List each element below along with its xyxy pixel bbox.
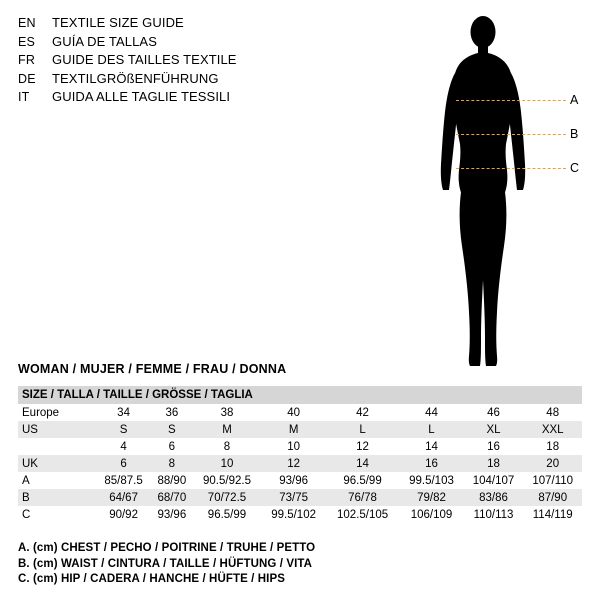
- table-row: [18, 421, 582, 438]
- cell: 10: [261, 438, 325, 455]
- table-row: [18, 404, 582, 421]
- table-header-row: [18, 386, 582, 404]
- cell: 18: [464, 455, 524, 472]
- cell: 106/109: [399, 506, 463, 523]
- section-caption-woman: WOMAN / MUJER / FEMME / FRAU / DONNA: [18, 362, 287, 376]
- measure-line-a: [456, 100, 566, 101]
- cell: 90.5/92.5: [193, 472, 262, 489]
- cell: 48: [523, 404, 582, 421]
- cell: M: [261, 421, 325, 438]
- cell: 79/82: [399, 489, 463, 506]
- measure-label-b: B: [570, 127, 579, 141]
- cell: 42: [326, 404, 400, 421]
- cell: 8: [151, 455, 192, 472]
- measure-line-b: [456, 134, 566, 135]
- cell: 6: [96, 455, 151, 472]
- cell: 10: [193, 455, 262, 472]
- table-row: [18, 472, 582, 489]
- language-title: TEXTILE SIZE GUIDE: [52, 15, 184, 30]
- cell: 110/113: [464, 506, 524, 523]
- table-row: [18, 455, 582, 472]
- cell: XXL: [523, 421, 582, 438]
- cell: 70/72.5: [193, 489, 262, 506]
- footnote-a: A. (cm) CHEST / PECHO / POITRINE / TRUHE / PETTO: [18, 542, 316, 554]
- cell: 38: [193, 404, 262, 421]
- female-silhouette-icon: [400, 8, 590, 373]
- cell: 114/119: [523, 506, 582, 523]
- cell: 36: [151, 404, 192, 421]
- measure-label-c: C: [570, 161, 580, 175]
- cell: 16: [464, 438, 524, 455]
- cell: 4: [96, 438, 151, 455]
- language-row: [18, 70, 318, 89]
- body-figure: [400, 8, 590, 373]
- cell: 64/67: [96, 489, 151, 506]
- cell: 85/87.5: [96, 472, 151, 489]
- cell: 8: [193, 438, 262, 455]
- cell: S: [151, 421, 192, 438]
- cell: M: [193, 421, 262, 438]
- cell: 16: [399, 455, 463, 472]
- cell: 83/86: [464, 489, 524, 506]
- language-title: GUIDE DES TAILLES TEXTILE: [52, 52, 237, 67]
- cell: 12: [261, 455, 325, 472]
- cell: 46: [464, 404, 524, 421]
- measure-line-c: [456, 168, 566, 169]
- cell: 88/90: [151, 472, 192, 489]
- cell: 96.5/99: [326, 472, 400, 489]
- row-label: A: [18, 472, 96, 489]
- cell: 93/96: [151, 506, 192, 523]
- cell: 99.5/103: [399, 472, 463, 489]
- cell: 18: [523, 438, 582, 455]
- language-row: [18, 51, 318, 70]
- language-code: EN: [18, 16, 36, 30]
- size-table: [18, 386, 582, 523]
- table-row: [18, 438, 582, 455]
- cell: 73/75: [261, 489, 325, 506]
- cell: S: [96, 421, 151, 438]
- row-label: B: [18, 489, 96, 506]
- cell: 90/92: [96, 506, 151, 523]
- row-label: [18, 438, 96, 455]
- cell: 76/78: [326, 489, 400, 506]
- language-title: GUIDA ALLE TAGLIE TESSILI: [52, 89, 231, 104]
- cell: L: [399, 421, 463, 438]
- cell: 107/110: [523, 472, 582, 489]
- language-row: [18, 14, 318, 33]
- row-label: C: [18, 506, 96, 523]
- cell: 6: [151, 438, 192, 455]
- row-label: UK: [18, 455, 96, 472]
- language-title: GUÍA DE TALLAS: [52, 33, 157, 49]
- cell: 93/96: [261, 472, 325, 489]
- cell: XL: [464, 421, 524, 438]
- table-row: [18, 489, 582, 506]
- cell: 68/70: [151, 489, 192, 506]
- footnote-list: [18, 541, 498, 588]
- table-header-label: SIZE / TALLA / TAILLE / GRÖSSE / TAGLIA: [18, 386, 582, 404]
- language-code: ES: [18, 34, 36, 49]
- cell: 40: [261, 404, 325, 421]
- language-row: [18, 33, 318, 52]
- footnote-c: C. (cm) HIP / CADERA / HANCHE / HÜFTE / HIPS: [18, 573, 286, 585]
- language-row: [18, 88, 318, 107]
- footnote-b: B. (cm) WAIST / CINTURA / TAILLE / HÜFTUNG / VITA: [18, 557, 313, 570]
- cell: 99.5/102: [261, 506, 325, 523]
- language-code: DE: [18, 71, 36, 86]
- cell: 104/107: [464, 472, 524, 489]
- cell: L: [326, 421, 400, 438]
- cell: 87/90: [523, 489, 582, 506]
- row-label: US: [18, 421, 96, 438]
- cell: 102.5/105: [326, 506, 400, 523]
- cell: 14: [399, 438, 463, 455]
- cell: 20: [523, 455, 582, 472]
- cell: 34: [96, 404, 151, 421]
- language-title-list: [18, 14, 318, 107]
- language-title: TEXTILGRÖßENFÜHRUNG: [52, 70, 219, 86]
- cell: 96.5/99: [193, 506, 262, 523]
- cell: 12: [326, 438, 400, 455]
- language-code: IT: [18, 90, 30, 104]
- table-row: [18, 506, 582, 523]
- language-code: FR: [18, 53, 36, 67]
- measure-label-a: A: [570, 93, 579, 107]
- row-label: Europe: [18, 404, 96, 421]
- cell: 14: [326, 455, 400, 472]
- cell: 44: [399, 404, 463, 421]
